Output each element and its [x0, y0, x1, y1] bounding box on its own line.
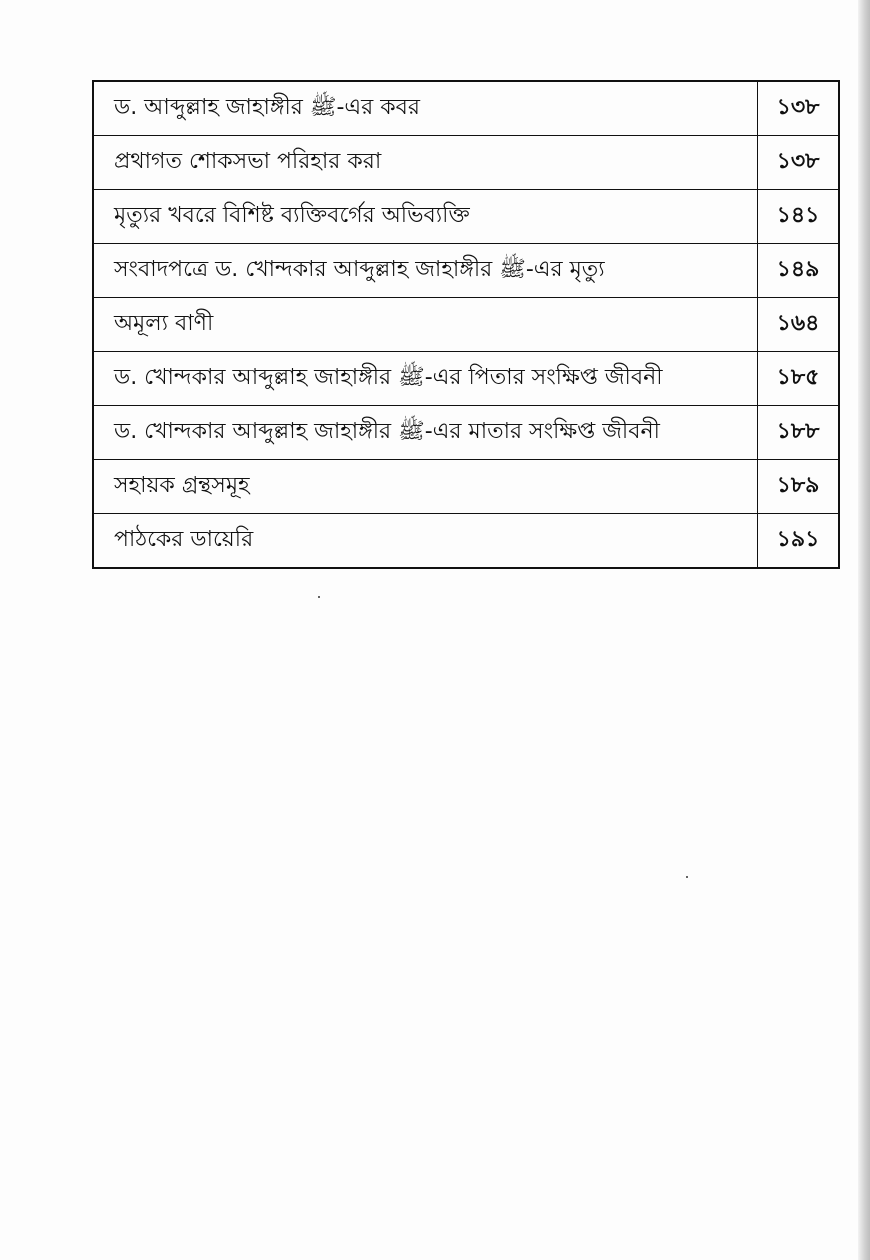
- toc-entry-title: ড. খোন্দকার আব্দুল্লাহ জাহাঙ্গীর ﷺ-এর পিতার সংক্ষিপ্ত জীবনী: [93, 352, 758, 406]
- toc-row: [93, 352, 839, 406]
- toc-entry-title: প্রথাগত শোকসভা পরিহার করা: [93, 136, 758, 190]
- toc-row: [93, 406, 839, 460]
- toc-entry-title: মৃত্যুর খবরে বিশিষ্ট ব্যক্তিবর্গের অভিব্যক্তি: [93, 190, 758, 244]
- toc-row: [93, 460, 839, 514]
- toc-entry-page: ১৬৪: [758, 298, 840, 352]
- toc-entry-title: সহায়ক গ্রন্থসমূহ: [93, 460, 758, 514]
- table-of-contents: [92, 80, 840, 569]
- toc-row: [93, 244, 839, 298]
- toc-entry-page: ১৩৮: [758, 81, 840, 136]
- toc-entry-page: ১৮৮: [758, 406, 840, 460]
- toc-entry-page: ১৮৫: [758, 352, 840, 406]
- toc-entry-title: ড. আব্দুল্লাহ জাহাঙ্গীর ﷺ-এর কবর: [93, 81, 758, 136]
- toc-entry-page: ১৯১: [758, 514, 840, 569]
- toc-entry-title: ড. খোন্দকার আব্দুল্লাহ জাহাঙ্গীর ﷺ-এর মাতার সংক্ষিপ্ত জীবনী: [93, 406, 758, 460]
- toc-entry-title: সংবাদপত্রে ড. খোন্দকার আব্দুল্লাহ জাহাঙ্গীর ﷺ-এর মৃত্যু: [93, 244, 758, 298]
- toc-row: [93, 81, 839, 136]
- toc-row: [93, 514, 839, 569]
- toc-entry-page: ১৮৯: [758, 460, 840, 514]
- scan-speck: [686, 876, 688, 878]
- toc-entry-page: ১৪১: [758, 190, 840, 244]
- toc-row: [93, 190, 839, 244]
- page-edge-shadow: [858, 0, 870, 1260]
- toc-entry-page: ১৪৯: [758, 244, 840, 298]
- toc-entry-title: পাঠকের ডায়েরি: [93, 514, 758, 569]
- scan-speck: [318, 596, 320, 598]
- toc-row: [93, 298, 839, 352]
- toc-entry-page: ১৩৮: [758, 136, 840, 190]
- toc-entry-title: অমূল্য বাণী: [93, 298, 758, 352]
- toc-row: [93, 136, 839, 190]
